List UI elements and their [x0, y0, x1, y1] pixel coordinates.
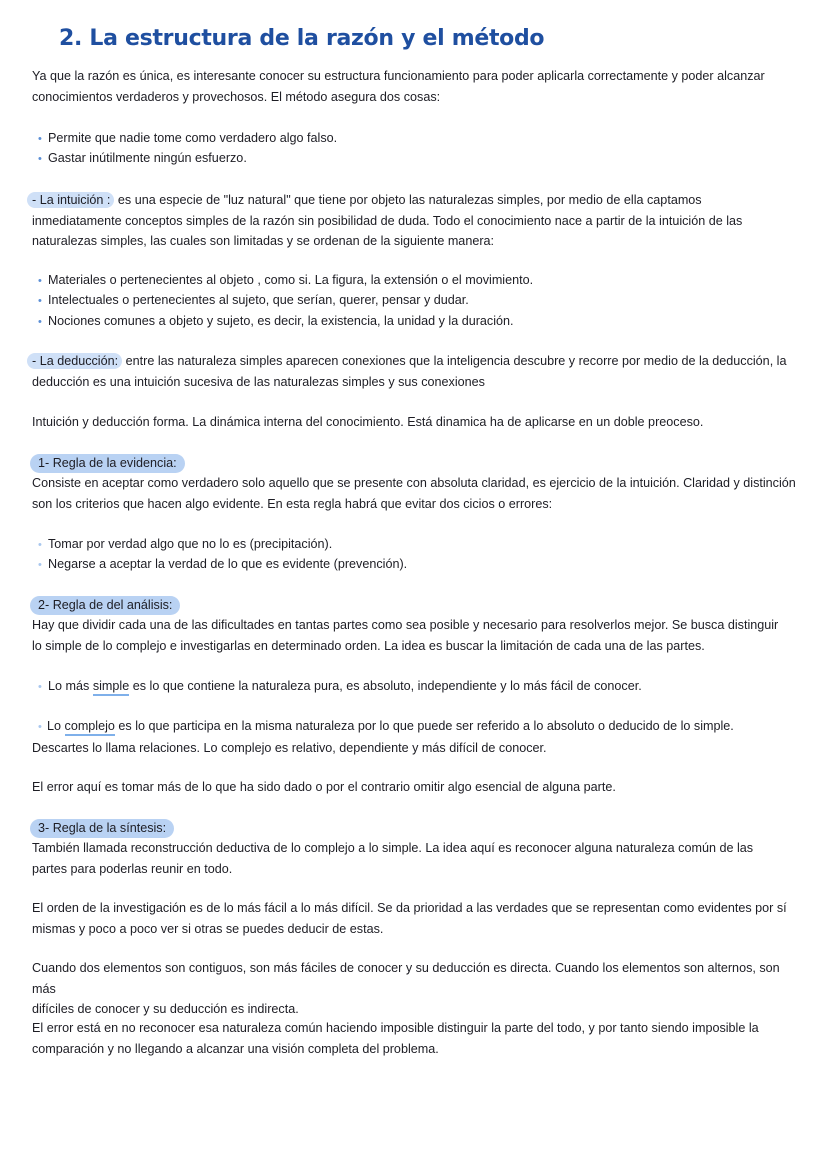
contiguos-line-1: Cuando dos elementos son contiguos, son más fáciles de conocer y su deducción es directa. Cuando los elementos son alternos, son más — [32, 961, 780, 996]
deduccion-line-2: deducción es una intuición sucesiva de las naturalezas simples y sus conexiones — [32, 374, 485, 389]
intro-line-1: Ya que la razón es única, es interesante conocer su estructura funcionamiento para poder aplicarla correctamente y poder alcanzar — [32, 69, 765, 83]
bullet-dot-icon: • — [38, 539, 42, 551]
regla1-paragraph — [32, 473, 802, 514]
intuicion-line-2: inmediatamente conceptos simples de la razón sin posibilidad de duda. Todo el conocimiento nace a partir de la intuición de las — [32, 213, 743, 228]
bullet-dot-icon: • — [38, 721, 42, 733]
orden-line-2: mismas y poco a poco ver si otras se puedes deducir de estas. — [32, 921, 384, 936]
regla2-complejo-paragraph: • Lo complejo es lo que participa en la misma naturaleza por lo que puede ser referido a lo absoluto o deducido de lo simple. Descartes lo llama relaciones. Lo complejo es relativo, dependiente y más difícil de conocer. — [32, 719, 734, 755]
regla2-simple-bullet: • Lo más simple es lo que contiene la naturaleza pura, es absoluto, independiente y lo más fácil de conocer. — [38, 676, 798, 698]
orden-line-1: El orden de la investigación es de lo más fácil a lo más difícil. Se da prioridad a las verdades que se representan como evidentes por sí — [32, 901, 787, 915]
page-title: 2. La estructura de la razón y el método — [59, 26, 545, 51]
intuicion-line-3: naturalezas simples, las cuales son limitadas y se ordenan de la siguiente manera: — [32, 234, 495, 248]
regla2-error: El error aquí es tomar más de lo que ha sido dado o por el contrario omitir algo esencial de alguna parte. — [32, 780, 616, 794]
regla2-line-2: lo simple de lo complejo e investigarlas en determinado orden. La idea es buscar la limitación de cada una de las partes. — [32, 638, 705, 653]
error-final-line-2: comparación y no llegando a alcanzar una visión completa del problema. — [32, 1041, 439, 1056]
regla1-heading-wrap — [30, 453, 800, 474]
regla2-heading-wrap — [30, 595, 800, 616]
regla2-complejo-line-2: Descartes lo llama relaciones. Lo complejo es relativo, dependiente y más difícil de conocer. — [32, 740, 547, 755]
intuicion-paragraph — [32, 190, 802, 252]
deduccion-label: - La deducción: — [27, 353, 122, 369]
simple-underlined-word: simple — [93, 679, 129, 696]
method-bullet-1: • Permite que nadie tome como verdadero algo falso. — [38, 128, 798, 150]
intro-paragraph — [32, 66, 802, 107]
regla1-heading: 1- Regla de la evidencia: — [30, 454, 185, 473]
regla1-bullet-1: • Tomar por verdad algo que no lo es (precipitación). — [38, 534, 798, 556]
complejo-underlined-word: complejo — [65, 719, 115, 736]
intro-line-2: conocimientos verdaderos y provechosos. El método asegura dos cosas: — [32, 89, 441, 104]
regla2-heading: 2- Regla de del análisis: — [30, 596, 180, 615]
naturaleza-bullet-1: • Materiales o pertenecientes al objeto , como si. La figura, la extensión o el movimiento. — [38, 270, 798, 292]
regla1-bullet-2: • Negarse a aceptar la verdad de lo que es evidente (prevención). — [38, 554, 798, 576]
bullet-dot-icon: • — [38, 316, 42, 328]
bullet-dot-icon: • — [38, 153, 42, 165]
deduccion-line-1: entre las naturaleza simples aparecen conexiones que la inteligencia descubre y recorre por medio de la deducción, la — [122, 354, 787, 368]
contiguos-paragraph — [32, 958, 802, 1020]
intuicion-line-1: es una especie de "luz natural" que tiene por objeto las naturalezas simples, por medio de ella captamos — [114, 193, 702, 207]
regla1-line-1: Consiste en aceptar como verdadero solo aquello que se presente con absoluta claridad, es ejercicio de la intuición. Claridad y distinción — [32, 476, 796, 490]
regla3-heading-wrap — [30, 818, 800, 839]
orden-paragraph — [32, 898, 802, 939]
deduccion-paragraph — [32, 351, 802, 392]
bullet-dot-icon: • — [38, 559, 42, 571]
dinamica-paragraph: Intuición y deducción forma. La dinámica interna del conocimiento. Está dinamica ha de aplicarse en un doble preoceso. — [32, 415, 704, 429]
regla2-paragraph — [32, 615, 802, 656]
bullet-dot-icon: • — [38, 295, 42, 307]
regla2-line-1: Hay que dividir cada una de las dificultades en tantas partes como sea posible y necesario para resolverlos mejor. Se busca distinguir — [32, 618, 779, 632]
contiguos-line-2: difíciles de conocer y su deducción es indirecta. — [32, 1002, 299, 1016]
regla3-paragraph — [32, 838, 802, 879]
naturaleza-bullet-3: • Nociones comunes a objeto y sujeto, es decir, la existencia, la unidad y la duración. — [38, 311, 798, 333]
method-bullet-2: • Gastar inútilmente ningún esfuerzo. — [38, 148, 798, 170]
bullet-dot-icon: • — [38, 681, 42, 693]
intuicion-label: - La intuición : — [27, 192, 114, 208]
regla3-heading: 3- Regla de la síntesis: — [30, 819, 174, 838]
regla1-line-2: son los criterios que hacen algo evidente. En esta regla habrá que evitar dos cicios o errores: — [32, 496, 553, 511]
bullet-dot-icon: • — [38, 133, 42, 145]
naturaleza-bullet-2: • Intelectuales o pertenecientes al sujeto, que serían, querer, pensar y dudar. — [38, 290, 798, 312]
regla3-line-1: También llamada reconstrucción deductiva de lo complejo a lo simple. La idea aquí es reconocer alguna naturaleza común de las — [32, 841, 754, 855]
bullet-dot-icon: • — [38, 275, 42, 287]
error-final-line-1: El error está en no reconocer esa naturaleza común haciendo imposible distinguir la parte del todo, y por tanto siendo imposible la — [32, 1021, 759, 1035]
error-final-paragraph — [32, 1018, 802, 1059]
regla3-line-2: partes para poderlas reunir en todo. — [32, 861, 233, 876]
